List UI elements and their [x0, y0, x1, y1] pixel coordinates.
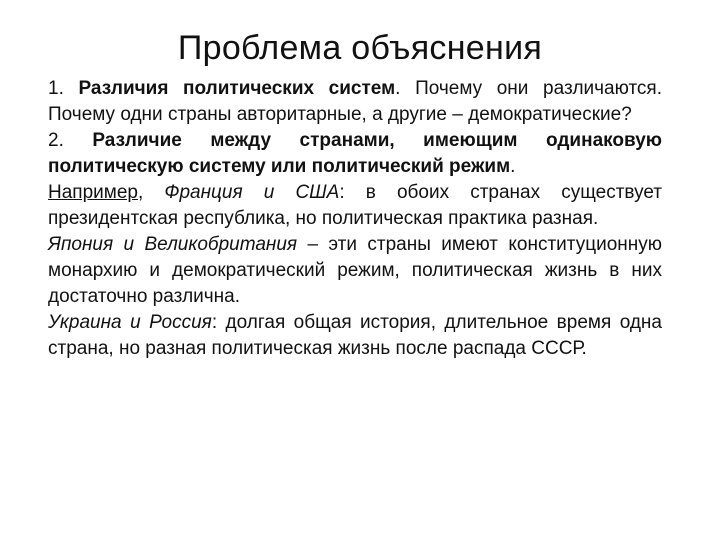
- p4-countries: Япония и Великобритания: [48, 234, 298, 255]
- p4-text: – эти страны имеют конституционную монархию и демократический режим, политическая жизнь в них достаточно различна.: [48, 234, 662, 307]
- p2-text: .: [510, 156, 516, 177]
- paragraph-5: [48, 310, 662, 362]
- p1-number: 1.: [48, 78, 79, 99]
- p3-example-label: Например: [48, 182, 138, 203]
- p3-separator: ,: [137, 182, 165, 203]
- p5-text: : долгая общая история, длительное время одна страна, но разная политическая жизнь после распада СССР.: [48, 312, 662, 359]
- paragraph-1: [48, 76, 662, 128]
- slide-title: Проблема объяснения: [177, 29, 543, 67]
- p5-countries: Украина и Россия: [48, 312, 212, 333]
- p1-bold-heading: Различия политических систем: [78, 78, 396, 99]
- slide-body: [48, 76, 662, 362]
- paragraph-2: [48, 128, 662, 180]
- paragraph-4: [48, 232, 662, 310]
- p1-text: . Почему они различаются. Почему одни страны авторитарные, а другие – демократические?: [48, 78, 662, 125]
- p2-bold-heading: Различие между странами, имеющим одинаковую политическую систему или политический режим: [48, 130, 662, 177]
- p2-number: 2.: [48, 130, 93, 151]
- p3-text: : в обоих странах существует президентская республика, но политическая практика разная.: [48, 182, 662, 229]
- p3-countries: Франция и США: [164, 182, 340, 203]
- paragraph-3: [48, 180, 662, 232]
